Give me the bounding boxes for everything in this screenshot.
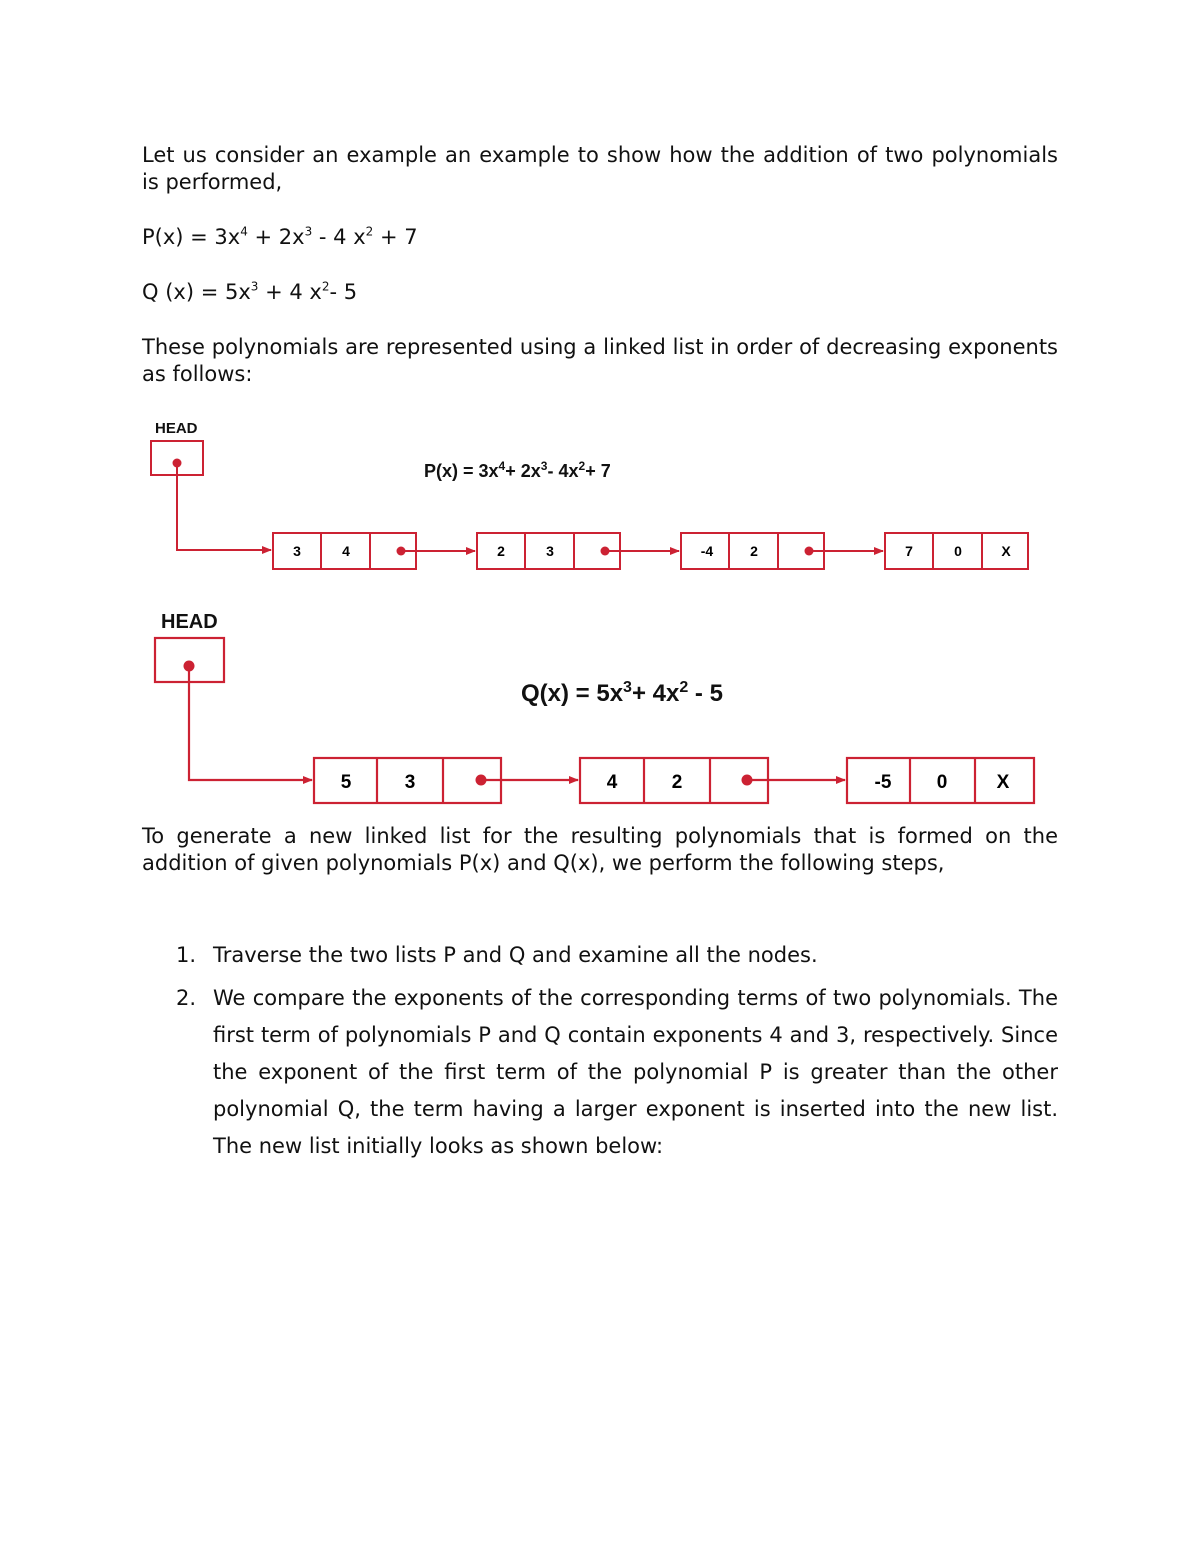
p-node-4: [885, 533, 1028, 569]
p-diagram: [151, 420, 1028, 569]
step-2-number: 2.: [176, 986, 197, 1010]
q-node-2-exp: 2: [671, 772, 683, 793]
p-node-4-exp: 0: [954, 543, 962, 559]
p-eq-term4: + 7: [373, 225, 418, 249]
p-eq-term3: - 4 x: [312, 225, 366, 249]
p-head-arrow: [177, 463, 271, 550]
step-1-number: 1.: [176, 943, 197, 967]
step-2-text: We compare the exponents of the corresponding terms of two polynomials. The first term of polynomials P and Q contain exponents 4 and 3, respectively. Since the exponent of the first term of the polynomial P is greater than the other polynomial Q, the term having a larger exponent is inserted into the new list. The new list initially looks as shown below:: [213, 986, 1058, 1158]
q-node-1: [314, 758, 501, 803]
q-node-1-exp: 3: [404, 772, 416, 793]
p-diagram-title: $P(x) = 3x^4+ 2x^3-$ $4x^2+ 7$: [424, 459, 611, 481]
q-node-2: [580, 758, 768, 803]
p-node-3: [681, 533, 824, 569]
q-eq-exp1: 3: [250, 279, 259, 294]
p-node-3-coef: -4: [700, 543, 714, 559]
p-eq-lhs: P(x) = 3x: [142, 225, 241, 249]
step-1-text: Traverse the two lists P and Q and examine all the nodes.: [213, 943, 818, 967]
q-node-3: [847, 758, 1034, 803]
q-node-3-null: X: [996, 772, 1010, 793]
steps-list: [142, 942, 1058, 1165]
q-diagram: [155, 611, 1034, 803]
p-node-2-exp: 3: [546, 543, 554, 559]
q-node-2-coef: 4: [606, 772, 618, 793]
p-eq-exp1: 4: [240, 224, 248, 239]
p-node-1: [273, 533, 416, 569]
p-eq-term2: + 2x: [247, 225, 305, 249]
p-eq-exp3: 2: [365, 224, 374, 239]
p-node-3-exp: 2: [750, 543, 758, 559]
q-node-1-coef: 5: [340, 772, 352, 793]
p-head-label: HEAD: [155, 420, 198, 437]
q-head-label: HEAD: [161, 611, 218, 633]
p-node-1-exp: 4: [342, 543, 350, 559]
p-node-2-coef: 2: [497, 543, 505, 559]
generate-paragraph: To generate a new linked list for the resulting polynomials that is formed on the addition of given polynomials P(x) and Q(x), we perform the following steps,: [142, 824, 1058, 875]
q-eq-term3: - 5: [329, 280, 358, 304]
list-item: [142, 942, 1058, 969]
list-item: [142, 980, 1058, 1165]
intro-paragraph: Let us consider an example an example to show how the addition of two polynomials is performed,: [142, 143, 1058, 194]
p-node-1-coef: 3: [293, 543, 301, 559]
q-node-3-exp: 0: [936, 772, 948, 793]
q-diagram-title: $Q(x) = 5x^3+ 4x^2 - 5$: [521, 679, 723, 707]
q-eq-exp2: 2: [321, 279, 330, 294]
represent-paragraph: These polynomials are represented using a linked list in order of decreasing exponents as follows:: [142, 335, 1058, 386]
q-node-3-coef: -5: [874, 772, 892, 793]
p-node-4-coef: 7: [905, 543, 913, 559]
q-eq-term2: + 4 x: [258, 280, 322, 304]
q-eq-lhs: Q (x) = 5x: [142, 280, 251, 304]
p-node-2: [477, 533, 620, 569]
p-eq-exp2: 3: [304, 224, 313, 239]
p-node-4-null: X: [1001, 543, 1011, 559]
